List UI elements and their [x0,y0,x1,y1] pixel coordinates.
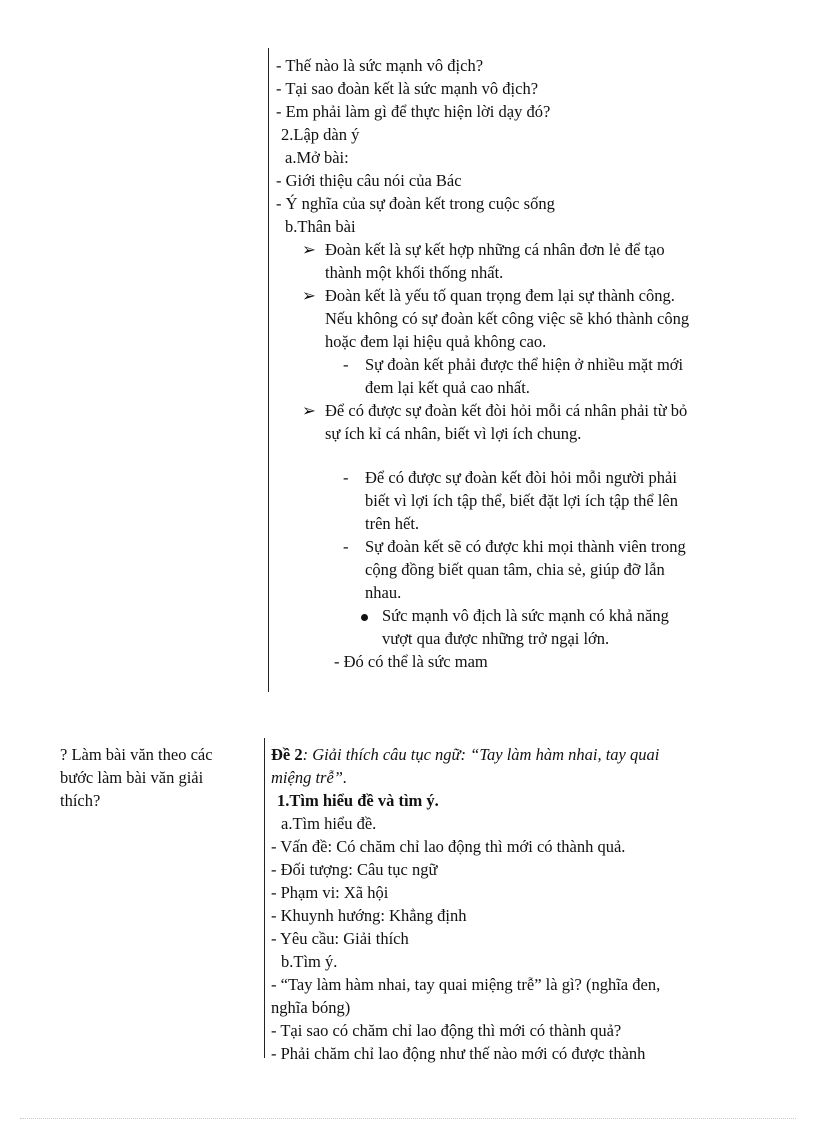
outline-subheading: a.Tìm hiểu đề. [281,814,377,833]
dash-bullet: - [343,355,349,374]
text-line: - Khuynh hướng: Khẳng định [271,906,467,925]
assignment-label: Đề 2 [271,745,303,764]
dot-bullet-icon [361,604,368,627]
text-line: hoặc đem lại hiệu quả không cao. [325,332,547,351]
text-line: - Em phải làm gì để thực hiện lời dạy đó? [276,102,551,121]
text-line: Sự đoàn kết phải được thể hiện ở nhiều mặt mới [365,355,684,374]
text-line: - Ý nghĩa của sự đoàn kết trong cuộc sống [276,194,555,213]
outline-subheading: b.Thân bài [285,217,356,236]
text-line: biết vì lợi ích tập thể, biết đặt lợi ích tập thể lên [365,491,678,510]
arrow-bullet-icon: ➢ [302,286,316,305]
text-line: vượt qua được những trở ngại lớn. [382,629,610,648]
text-line: - Vấn đề: Có chăm chỉ lao động thì mới có thành quả. [271,837,626,856]
arrow-bullet-icon: ➢ [302,401,316,420]
text-line: sự ích kỉ cá nhân, biết vì lợi ích chung. [325,424,582,443]
text-line: Sự đoàn kết sẽ có được khi mọi thành viên trong [365,537,686,556]
dash-bullet: - [343,537,349,556]
text-line: nhau. [365,583,402,602]
text-line: Đoàn kết là sự kết hợp những cá nhân đơn lẻ để tạo [325,240,665,259]
assignment-text: : Giải thích câu tục ngữ: “Tay làm hàm nhai, tay quai [302,745,660,764]
text-line: - Đó có thể là sức mam [334,652,488,671]
text-line: Sức mạnh vô địch là sức mạnh có khả năng [382,606,669,625]
page-edge [20,1118,796,1119]
text-line: - Thế nào là sức mạnh vô địch? [276,56,484,75]
table-column-divider-bottom [264,738,265,1058]
text-line: - Phải chăm chỉ lao động như thế nào mới có được thành [271,1044,646,1063]
question-line: bước làm bài văn giải [60,768,204,787]
text-line: - “Tay làm hàm nhai, tay quai miệng trễ” là gì? (nghĩa đen, [271,975,661,994]
text-line: Nếu không có sự đoàn kết công việc sẽ khó thành công [325,309,690,328]
text-line: - Tại sao có chăm chỉ lao động thì mới có thành quả? [271,1021,622,1040]
text-line: cộng đồng biết quan tâm, chia sẻ, giúp đỡ lẫn [365,560,665,579]
text-line: thành một khối thống nhất. [325,263,504,282]
text-line: nghĩa bóng) [271,998,351,1017]
outline-subheading: a.Mở bài: [285,148,349,167]
text-line: - Đối tượng: Câu tục ngữ [271,860,438,879]
table-column-divider-top [268,48,269,692]
question-line: ? Làm bài văn theo các [60,745,213,764]
outline-heading: 1.Tìm hiểu đề và tìm ý. [277,791,439,810]
assignment-text-cont: miệng trễ”. [271,768,348,787]
text-line: - Giới thiệu câu nói của Bác [276,171,462,190]
text-line: - Yêu cầu: Giải thích [271,929,409,948]
outline-heading: 2.Lập dàn ý [281,125,360,144]
text-line: đem lại kết quả cao nhất. [365,378,530,397]
question-line: thích? [60,791,101,810]
arrow-bullet-icon: ➢ [302,240,316,259]
outline-subheading: b.Tìm ý. [281,952,338,971]
dash-bullet: - [343,468,349,487]
text-line: Đoàn kết là yếu tố quan trọng đem lại sự thành công. [325,286,675,305]
assignment-title [271,743,659,766]
text-line: Để có được sự đoàn kết đòi hỏi mỗi cá nhân phải từ bỏ [325,401,688,420]
text-line: trên hết. [365,514,420,533]
text-line: - Tại sao đoàn kết là sức mạnh vô địch? [276,79,539,98]
text-line: - Phạm vi: Xã hội [271,883,389,902]
text-line: Để có được sự đoàn kết đòi hỏi mỗi người phải [365,468,677,487]
